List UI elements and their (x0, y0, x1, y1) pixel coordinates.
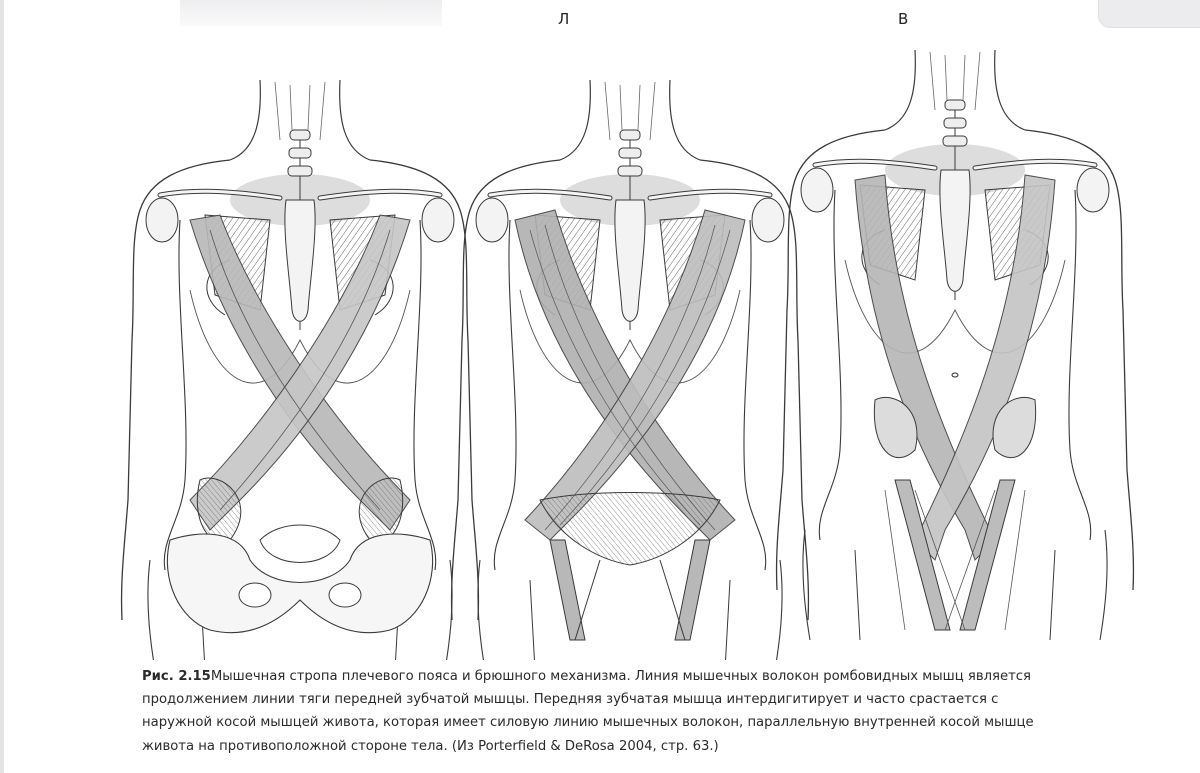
right-panel-anterior-torso (777, 50, 1134, 640)
figure-caption (142, 665, 1072, 758)
caption-label: Рис. 2.15 (142, 669, 211, 684)
panel-label-right: В (898, 10, 909, 28)
middle-panel-anterior-torso (452, 80, 809, 660)
panel-label-middle: Л (558, 10, 570, 28)
left-panel-anterior-torso (122, 80, 479, 660)
caption-text: Мышечная стропа плечевого пояса и брюшного механизма. Линия мышечных волокон ромбовидных мышц является продолжением линии тяги передней зубчатой мышцы. Передняя зубчатая мышца интердигитирует и часто срастается с наружной косой мышцей живота, которая имеет силовую линию мышечных волокон, параллельную внутренней косой мышце живота на противоположной стороне тела. (Из Porterfield & DeRosa 2004, стр. 63.) (142, 669, 1034, 754)
